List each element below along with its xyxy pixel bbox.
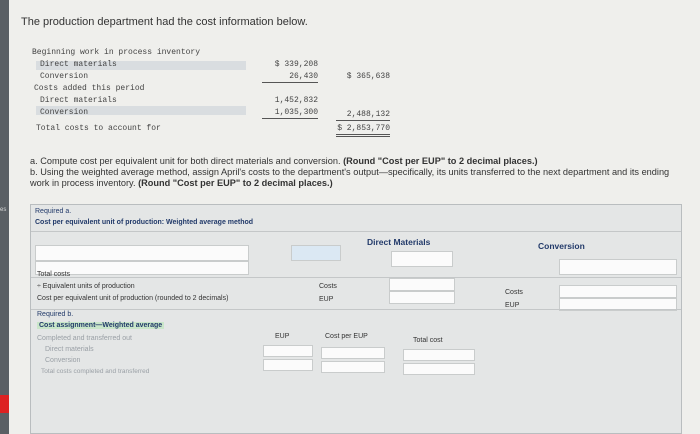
question-a — [30, 156, 670, 167]
question-text — [30, 156, 670, 189]
question-a-text: a. Compute cost per equivalent unit for both direct materials and conversion. — [30, 156, 341, 166]
conv-costs-label: Costs — [505, 289, 523, 296]
double-underline — [336, 134, 390, 135]
required-b-label: Required b. — [37, 311, 74, 318]
cost-label: Costs added this period — [34, 84, 145, 93]
cost-label: Total costs to account for — [36, 124, 161, 133]
dm-costs-label: Costs — [319, 283, 337, 290]
conv-cost-per-eup-assign-input[interactable] — [321, 361, 385, 373]
dm-eup-label: EUP — [319, 296, 334, 303]
cost-label: Beginning work in process inventory — [32, 48, 201, 57]
conv-input[interactable] — [559, 259, 677, 275]
cost-value: 1,452,832 — [274, 96, 318, 105]
total-costs-label: Total costs — [37, 271, 71, 278]
cost-label: Conversion — [40, 108, 89, 117]
left-sidebar-strip — [0, 0, 9, 434]
cost-value: 1,035,300 — [274, 108, 318, 117]
row-divider — [31, 231, 681, 232]
header-conversion: Conversion — [538, 241, 585, 251]
cost-value: $ 339,208 — [274, 60, 318, 69]
required-a-label: Required a. — [35, 208, 72, 215]
eup-column-header: EUP — [275, 333, 290, 340]
conversion-label: Conversion — [45, 357, 81, 364]
conv-eup-assign-input[interactable] — [263, 359, 313, 371]
dm-total-costs-input[interactable] — [389, 278, 455, 291]
dm-cost-per-eup-assign-input[interactable] — [321, 347, 385, 359]
cost-label: Direct materials — [40, 96, 117, 105]
cost-total: $ 2,853,770 — [337, 124, 390, 133]
row-divider — [31, 309, 681, 310]
direct-materials-label: Direct materials — [45, 346, 94, 353]
dm-eup-input[interactable] — [391, 251, 453, 267]
dm-costs-input[interactable] — [291, 245, 341, 261]
dm-equivalent-units-input[interactable] — [389, 291, 455, 304]
sidebar-marker: es — [0, 207, 7, 213]
total-costs-transferred-label: Total costs completed and transferred — [41, 368, 150, 375]
total-cost-column-header: Total cost — [413, 337, 443, 344]
cost-label: Conversion — [40, 72, 89, 81]
equivalent-units-label: ÷ Equivalent units of production — [37, 283, 135, 290]
question-b — [30, 167, 670, 189]
intro-text: The production department had the cost information below. — [21, 16, 308, 28]
conv-total-cost-assign-input[interactable] — [403, 363, 475, 375]
grid-title: Cost per equivalent unit of production: Weighted average method — [35, 219, 254, 226]
cost-subtotal: 2,488,132 — [346, 110, 390, 119]
question-b-text: b. Using the weighted average method, assign April's costs to the department's output—specifically, its units transferred to the next department and its ending work in process inventory. — [30, 167, 670, 188]
dm-eup-assign-input[interactable] — [263, 345, 313, 357]
underline — [262, 82, 318, 83]
cost-per-eu-label: Cost per equivalent unit of production (rounded to 2 decimals) — [37, 295, 229, 302]
underline — [262, 118, 318, 119]
row-divider — [31, 277, 681, 278]
completed-transferred-label: Completed and transferred out — [37, 335, 132, 342]
header-direct-materials: Direct Materials — [367, 237, 431, 247]
dm-total-cost-assign-input[interactable] — [403, 349, 475, 361]
cost-label: Direct materials — [40, 60, 117, 69]
double-underline — [336, 136, 390, 137]
cost-assignment-heading: Cost assignment—Weighted average — [39, 322, 163, 329]
underline — [336, 120, 390, 121]
question-a-rounding: (Round "Cost per EUP" to 2 decimal places.) — [343, 156, 538, 166]
cost-value: 26,430 — [289, 72, 318, 81]
answer-grid — [30, 204, 682, 434]
conv-total-costs-input[interactable] — [559, 285, 677, 298]
cost-subtotal: $ 365,638 — [346, 72, 390, 81]
answer-input-label[interactable] — [35, 245, 249, 261]
conv-eup-label: EUP — [505, 302, 520, 309]
cost-per-eup-column-header: Cost per EUP — [325, 333, 368, 340]
sidebar-red-tab — [0, 395, 9, 413]
question-b-rounding: (Round "Cost per EUP" to 2 decimal places.) — [138, 178, 333, 188]
